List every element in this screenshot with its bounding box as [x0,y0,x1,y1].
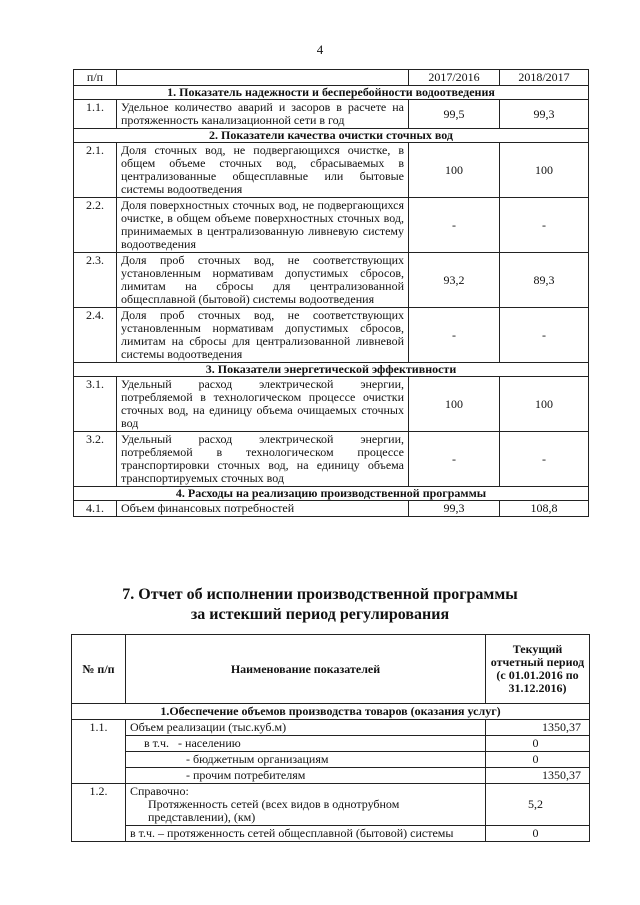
table-row [74,377,589,432]
table-row [74,432,589,487]
row-detail: Протяженность сетей (всех видов в однотрубном представлении), (км) [148,797,400,824]
section-row [74,86,589,100]
section-title: 1. Показатель надежности и бесперебойности водоотведения [74,86,589,100]
row-name [126,736,486,752]
section-title: 1.Обеспечение объемов производства товаров (оказания услуг) [72,704,590,720]
table-row [72,720,590,736]
row-name: Доля проб сточных вод, не соответствующих установленным нормативам допустимых сбросов, лимитам на сбросы для централизованной общесплавной (бытовой) системы водоотведения [117,253,409,308]
row-value-2017: - [409,198,500,253]
header-name [117,70,409,86]
table-row [74,100,589,129]
row-num: 3.1. [74,377,117,432]
table-row [74,501,589,517]
row-value-2018: 108,8 [500,501,589,517]
row-value-2018: 99,3 [500,100,589,129]
row-num: 2.2. [74,198,117,253]
report-table [71,634,590,842]
heading-line-1: 7. Отчет об исполнении производственной программы [122,586,518,603]
row-num: 1.1. [72,720,126,784]
row-name: в т.ч. – протяженность сетей общесплавной (бытовой) системы [126,826,486,842]
table-row [72,826,590,842]
row-name: Удельный расход электрической энергии, потребляемой в технологическом процессе очистки сточных вод, на единицу объема очищаемых сточных вод [117,377,409,432]
row-value-2017: 93,2 [409,253,500,308]
header-period: Текущий отчетный период (с 01.01.2016 по 31.12.2016) [486,635,590,704]
row-value: 0 [486,752,590,768]
row-name: Объем финансовых потребностей [117,501,409,517]
row-name [126,784,486,826]
table-row [74,308,589,363]
row-prefix: в т.ч. [144,736,170,750]
row-value: 0 [486,736,590,752]
row-num: 1.1. [74,100,117,129]
row-name: Удельный расход электрической энергии, потребляемой в технологическом процессе транспортировки сточных вод, на единицу объема транспортируемых сточных вод [117,432,409,487]
row-num: 2.4. [74,308,117,363]
table-row [74,143,589,198]
row-value-2017: - [409,432,500,487]
row-value: 5,2 [486,784,590,826]
row-name: Доля поверхностных сточных вод, не подвергающихся очистке, в общем объеме поверхностных сточных вод, принимаемых в централизованную ливневую систему водоотведения [117,198,409,253]
row-value-2017: 100 [409,143,500,198]
row-value-2018: 100 [500,377,589,432]
section-title: 3. Показатели энергетической эффективности [74,363,589,377]
row-value-2018: - [500,198,589,253]
header-year-2: 2018/2017 [500,70,589,86]
row-value-2018: 89,3 [500,253,589,308]
row-value-2017: 99,3 [409,501,500,517]
page-number: 4 [316,42,324,57]
heading-line-2: за истекший период регулирования [190,606,450,623]
table-row [74,253,589,308]
row-value: 1350,37 [486,768,590,784]
header-num: п/п [74,70,117,86]
row-value: 0 [486,826,590,842]
row-value-2018: - [500,432,589,487]
row-num: 3.2. [74,432,117,487]
section-row [74,129,589,143]
row-name: - прочим потребителям [126,768,486,784]
header-num: № п/п [72,635,126,704]
row-num: 1.2. [72,784,126,842]
row-num: 2.1. [74,143,117,198]
table-row [72,784,590,826]
row-value-2017: 99,5 [409,100,500,129]
row-note: Справочно: [130,784,189,798]
row-value-2017: - [409,308,500,363]
row-value: 1350,37 [486,720,590,736]
section-title: 4. Расходы на реализацию производственной программы [74,487,589,501]
section-title: 2. Показатели качества очистки сточных вод [74,129,589,143]
row-name: Доля сточных вод, не подвергающихся очистке, в общем объеме сточных вод, сбрасываемых в централизованные общесплавные или бытовые системы водоотведения [117,143,409,198]
table-row [72,752,590,768]
row-name: Удельное количество аварий и засоров в расчете на протяженность канализационной сети в год [117,100,409,129]
header-row [74,70,589,86]
indicators-table [73,69,589,517]
section-row [74,487,589,501]
section-row [74,363,589,377]
header-year-1: 2017/2016 [409,70,500,86]
header-name: Наименование показателей [126,635,486,704]
table-row [72,768,590,784]
table-row [72,736,590,752]
row-subname: - населению [178,736,241,750]
row-value-2017: 100 [409,377,500,432]
row-num: 4.1. [74,501,117,517]
row-value-2018: 100 [500,143,589,198]
table-row [74,198,589,253]
section-row [72,704,590,720]
section-heading [0,585,640,625]
row-value-2018: - [500,308,589,363]
row-name: Доля проб сточных вод, не соответствующих установленным нормативам допустимых сбросов, лимитам на сбросы для централизованной ливневой системы водоотведения [117,308,409,363]
row-name: Объем реализации (тыс.куб.м) [126,720,486,736]
row-num: 2.3. [74,253,117,308]
header-row [72,635,590,704]
row-name: - бюджетным организациям [126,752,486,768]
